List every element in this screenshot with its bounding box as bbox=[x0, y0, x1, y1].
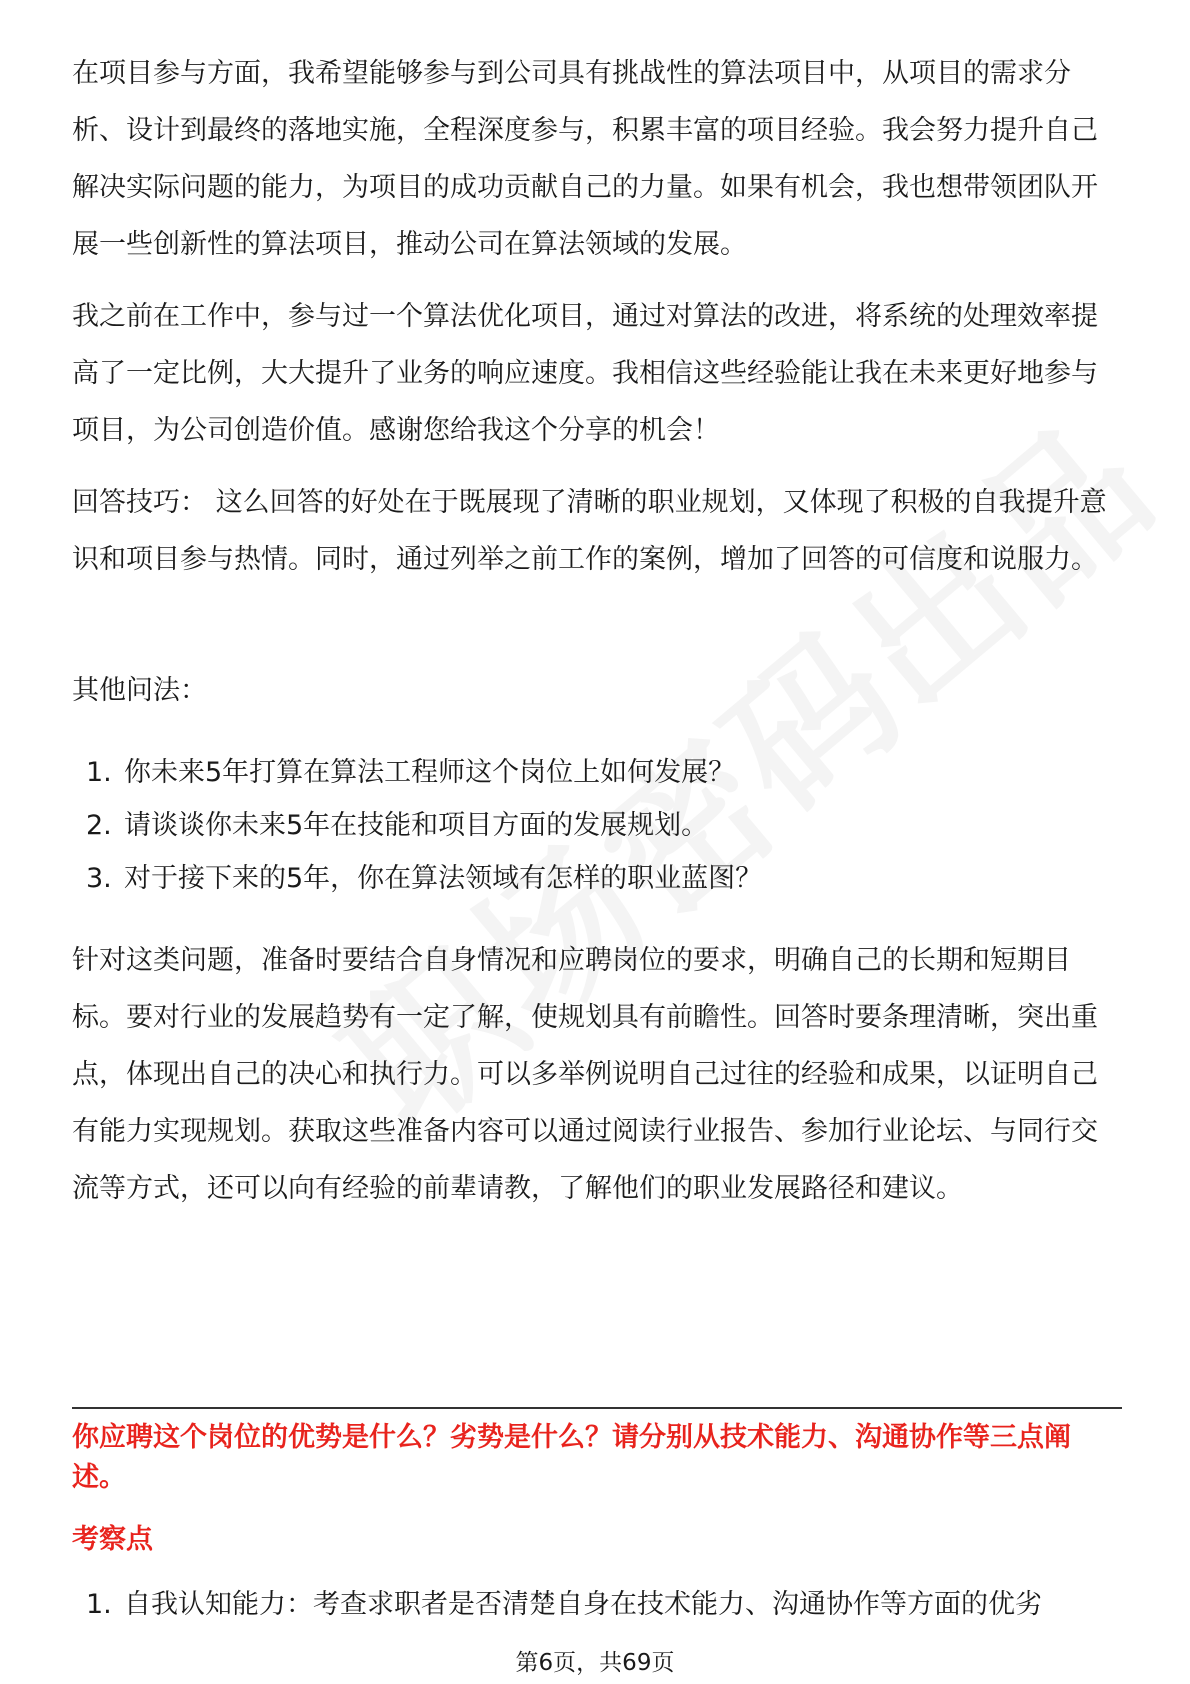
list-item bbox=[86, 859, 762, 899]
list-text: 你未来5年打算在算法工程师这个岗位上如何发展？ bbox=[124, 757, 736, 788]
assessment-points-heading: 考察点 bbox=[72, 1524, 153, 1555]
list-text: 自我认知能力：考查求职者是否清楚自身在技术能力、沟通协作等方面的优劣 bbox=[124, 1589, 1042, 1620]
list-item bbox=[86, 1585, 1042, 1625]
question-heading: 你应聘这个岗位的优势是什么？劣势是什么？请分别从技术能力、沟通协作等三点阐述。 bbox=[72, 1422, 1071, 1493]
list-item bbox=[86, 753, 735, 793]
paragraph-past-experience: 我之前在工作中，参与过一个算法优化项目，通过对算法的改进，将系统的处理效率提高了一定比例，大大提升了业务的响应速度。我相信这些经验能让我在未来更好地参与项目，为公司创造价值。感谢您给我这个分享的机会！ bbox=[72, 301, 1098, 446]
list-text: 请谈谈你未来5年在技能和项目方面的发展规划。 bbox=[124, 810, 709, 841]
paragraph-project-participation: 在项目参与方面，我希望能够参与到公司具有挑战性的算法项目中，从项目的需求分析、设计到最终的落地实施，全程深度参与，积累丰富的项目经验。我会努力提升自己解决实际问题的能力，为项目的成功贡献自己的力量。如果有机会，我也想带领团队开展一些创新性的算法项目，推动公司在算法领域的发展。 bbox=[72, 58, 1098, 260]
list-number: 1. bbox=[86, 757, 112, 788]
other-questions-label: 其他问法： bbox=[72, 675, 207, 706]
list-number: 3. bbox=[86, 863, 112, 894]
list-number: 1. bbox=[86, 1589, 112, 1620]
list-number: 2. bbox=[86, 810, 112, 841]
list-text: 对于接下来的5年，你在算法领域有怎样的职业蓝图？ bbox=[124, 863, 763, 894]
paragraph-preparation-advice: 针对这类问题，准备时要结合自身情况和应聘岗位的要求，明确自己的长期和短期目标。要对行业的发展趋势有一定了解，使规划具有前瞻性。回答时要条理清晰，突出重点，体现出自己的决心和执行力。可以多举例说明自己过往的经验和成果，以证明自己有能力实现规划。获取这些准备内容可以通过阅读行业报告、参加行业论坛、与同行交流等方式，还可以向有经验的前辈请教，了解他们的职业发展路径和建议。 bbox=[72, 945, 1098, 1204]
list-item bbox=[86, 806, 708, 846]
paragraph-answer-tips: 回答技巧： 这么回答的好处在于既展现了清晰的职业规划，又体现了积极的自我提升意识和项目参与热情。同时，通过列举之前工作的案例，增加了回答的可信度和说服力。 bbox=[72, 487, 1107, 575]
page-footer: 第6页，共69页 bbox=[515, 1650, 675, 1676]
section-divider bbox=[72, 1407, 1122, 1409]
